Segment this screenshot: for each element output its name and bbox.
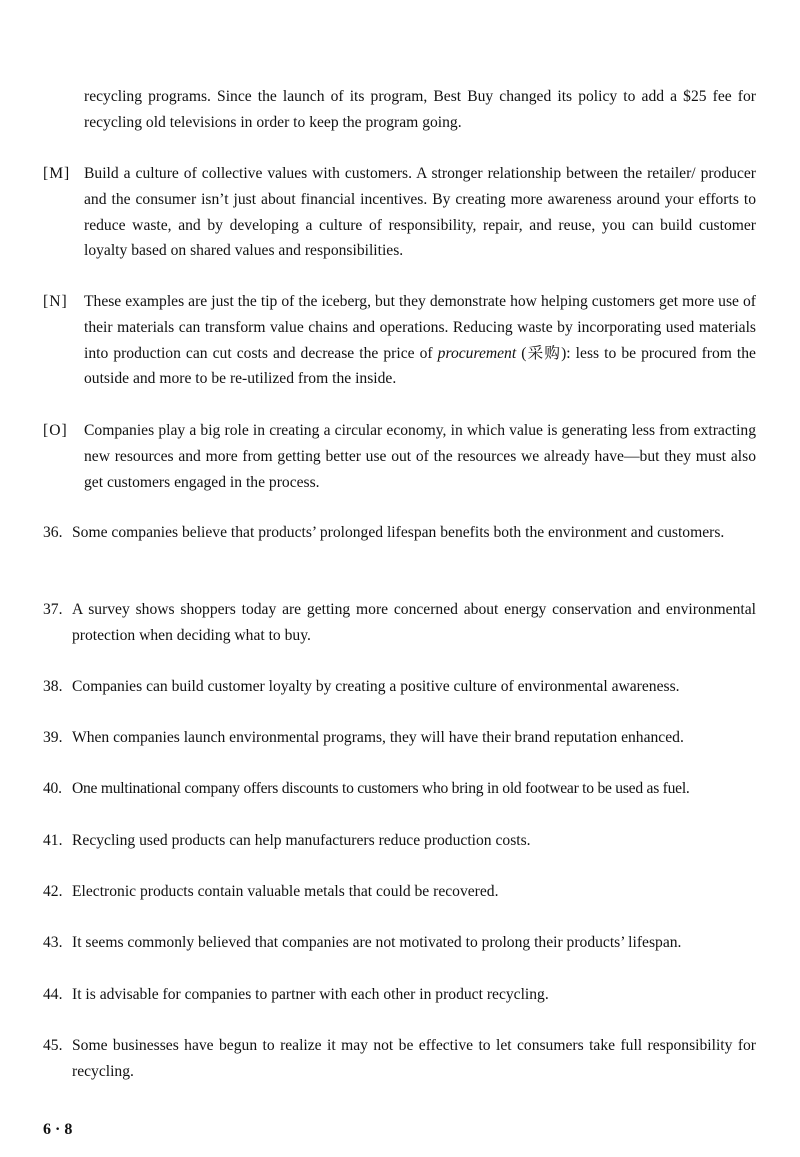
question-text: Some businesses have begun to realize it may not be effective to let consumers take full responsibility for recycling. (72, 1037, 756, 1080)
question-36 (43, 520, 756, 546)
question-text: Recycling used products can help manufacturers reduce production costs. (72, 832, 531, 849)
question-39 (43, 725, 756, 751)
continued-paragraph-text: recycling programs. Since the launch of its program, Best Buy changed its policy to add a $25 fee for recycling old televisions in order to keep the program going. (84, 88, 756, 131)
question-42 (43, 879, 756, 905)
paragraph-text (43, 289, 756, 392)
question-text: Electronic products contain valuable metals that could be recovered. (72, 883, 499, 900)
question-text: Companies can build customer loyalty by creating a positive culture of environmental awareness. (72, 678, 680, 695)
paragraph-text: Build a culture of collective values with customers. A stronger relationship between the retailer/ producer and the consumer isn’t just about financial incentives. By creating more awareness around your efforts to reduce waste, and by developing a culture of responsibility, repair, and reuse, you can build customer loyalty based on shared values and responsibilities. (84, 165, 756, 260)
paragraph-text-part: : less to be procured from the outside and more to be re-utilized from the inside. (84, 344, 756, 388)
question-37 (43, 597, 756, 649)
question-number: 36. (43, 524, 63, 541)
question-41 (43, 828, 756, 854)
paragraph-tag: [N] (43, 293, 68, 310)
question-number: 37. (43, 601, 63, 618)
paragraph-o (43, 418, 756, 495)
question-number: 43. (43, 934, 63, 951)
question-number: 38. (43, 678, 63, 695)
question-text: It is advisable for companies to partner with each other in product recycling. (72, 986, 549, 1003)
question-text: Some companies believe that products’ prolonged lifespan benefits both the environment and customers. (72, 524, 725, 541)
question-number: 39. (43, 729, 63, 746)
paragraph-tag: [O] (43, 422, 68, 439)
glossed-term: procurement (437, 344, 517, 362)
question-number: 41. (43, 832, 63, 849)
question-44 (43, 982, 756, 1008)
chinese-gloss: (采购) (521, 344, 567, 362)
question-45 (43, 1033, 756, 1085)
page-number: 6 · 8 (43, 1121, 73, 1138)
paragraph-text: Companies play a big role in creating a circular economy, in which value is generating less from extracting new resources and more from getting better use out of the resources we already have—but they must also get customers engaged in the process. (84, 422, 756, 491)
paragraph-m (43, 161, 756, 264)
question-text: A survey shows shoppers today are getting more concerned about energy conservation and environmental protection when deciding what to buy. (72, 601, 756, 644)
continued-paragraph (84, 84, 756, 136)
question-text: One multinational company offers discounts to customers who bring in old footwear to be used as fuel. (72, 780, 690, 797)
paragraph-n (43, 289, 756, 392)
question-number: 45. (43, 1037, 63, 1054)
question-40 (43, 776, 756, 802)
question-text: When companies launch environmental programs, they will have their brand reputation enhanced. (72, 729, 684, 746)
question-text: It seems commonly believed that companies are not motivated to prolong their products’ lifespan. (72, 934, 682, 951)
question-number: 44. (43, 986, 63, 1003)
paragraph-tag: [M] (43, 165, 71, 182)
question-number: 42. (43, 883, 63, 900)
question-38 (43, 674, 756, 700)
question-number: 40. (43, 780, 62, 797)
question-43 (43, 930, 756, 956)
paragraph-text-part: These examples are just the tip of the iceberg, but they demonstrate how helping customers get more use of their materials can transform value chains and operations. Reducing waste by incorporating used materials into production can cut costs and decrease the price of (84, 293, 756, 362)
